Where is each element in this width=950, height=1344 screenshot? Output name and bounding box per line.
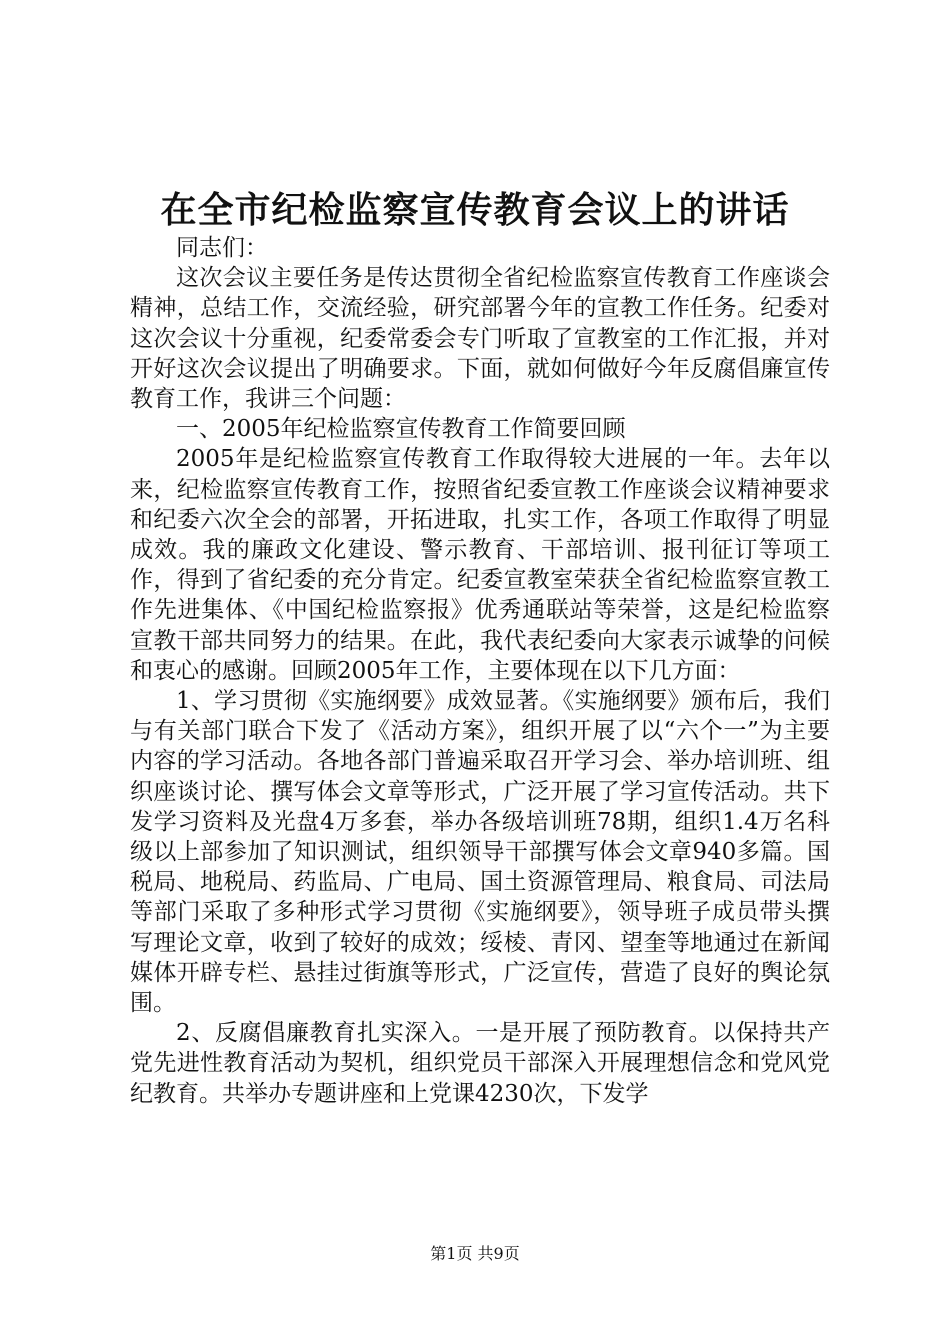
- review-paragraph: 2005年是纪检监察宣传教育工作取得较大进展的一年。去年以来，纪检监察宣传教育工作，按照省纪委宣教工作座谈会议精神要求和纪委六次全会的部署，开拓进取，扎实工作，各项工作取得了明显成效。我的廉政文化建设、警示教育、干部培训、报刊征订等项工作，得到了省纪委的充分肯定。纪委宣教室荣获全省纪检监察宣教工作先进集体、《中国纪检监察报》优秀通联站等荣誉，这是纪检监察宣教干部共同努力的结果。在此，我代表纪委向大家表示诚挚的问候和衷心的感谢。回顾2005年工作，主要体现在以下几方面：: [130, 446, 830, 684]
- document-title: 在全市纪检监察宣传教育会议上的讲话: [160, 189, 790, 231]
- point-1-paragraph: 1、学习贯彻《实施纲要》成效显著。《实施纲要》颁布后，我们与有关部门联合下发了《活动方案》，组织开展了以“六个一”为主要内容的学习活动。各地各部门普遍采取召开学习会、举办培训班、组织座谈讨论、撰写体会文章等形式，广泛开展了学习宣传活动。共下发学习资料及光盘4万多套，举办各级培训班78期，组织1.4万名科级以上部参加了知识测试，组织领导干部撰写体会文章940多篇。国税局、地税局、药监局、广电局、国土资源管理局、粮食局、司法局等部门采取了多种形式学习贯彻《实施纲要》，领导班子成员带头撰写理论文章，收到了较好的成效；绥棱、青冈、望奎等地通过在新闻媒体开辟专栏、悬挂过街旗等形式，广泛宣传，营造了良好的舆论氛围。: [130, 688, 830, 1017]
- page-footer: 第1页 共9页: [430, 1244, 520, 1263]
- salutation-paragraph: 同志们：: [176, 235, 268, 261]
- point-2-paragraph: 2、反腐倡廉教育扎实深入。一是开展了预防教育。以保持共产党先进性教育活动为契机，组织党员干部深入开展理想信念和党风党纪教育。共举办专题讲座和上党课4230次，下发学: [130, 1020, 830, 1107]
- document-body: [130, 233, 830, 1109]
- section-heading-1: 一、2005年纪检监察宣传教育工作简要回顾: [176, 416, 626, 443]
- intro-paragraph: 这次会议主要任务是传达贯彻全省纪检监察宣传教育工作座谈会精神，总结工作，交流经验，研究部署今年的宣教工作任务。纪委对这次会议十分重视，纪委常委会专门听取了宣教室的工作汇报，并对开好这次会议提出了明确要求。下面，就如何做好今年反腐倡廉宣传教育工作，我讲三个问题：: [130, 265, 830, 413]
